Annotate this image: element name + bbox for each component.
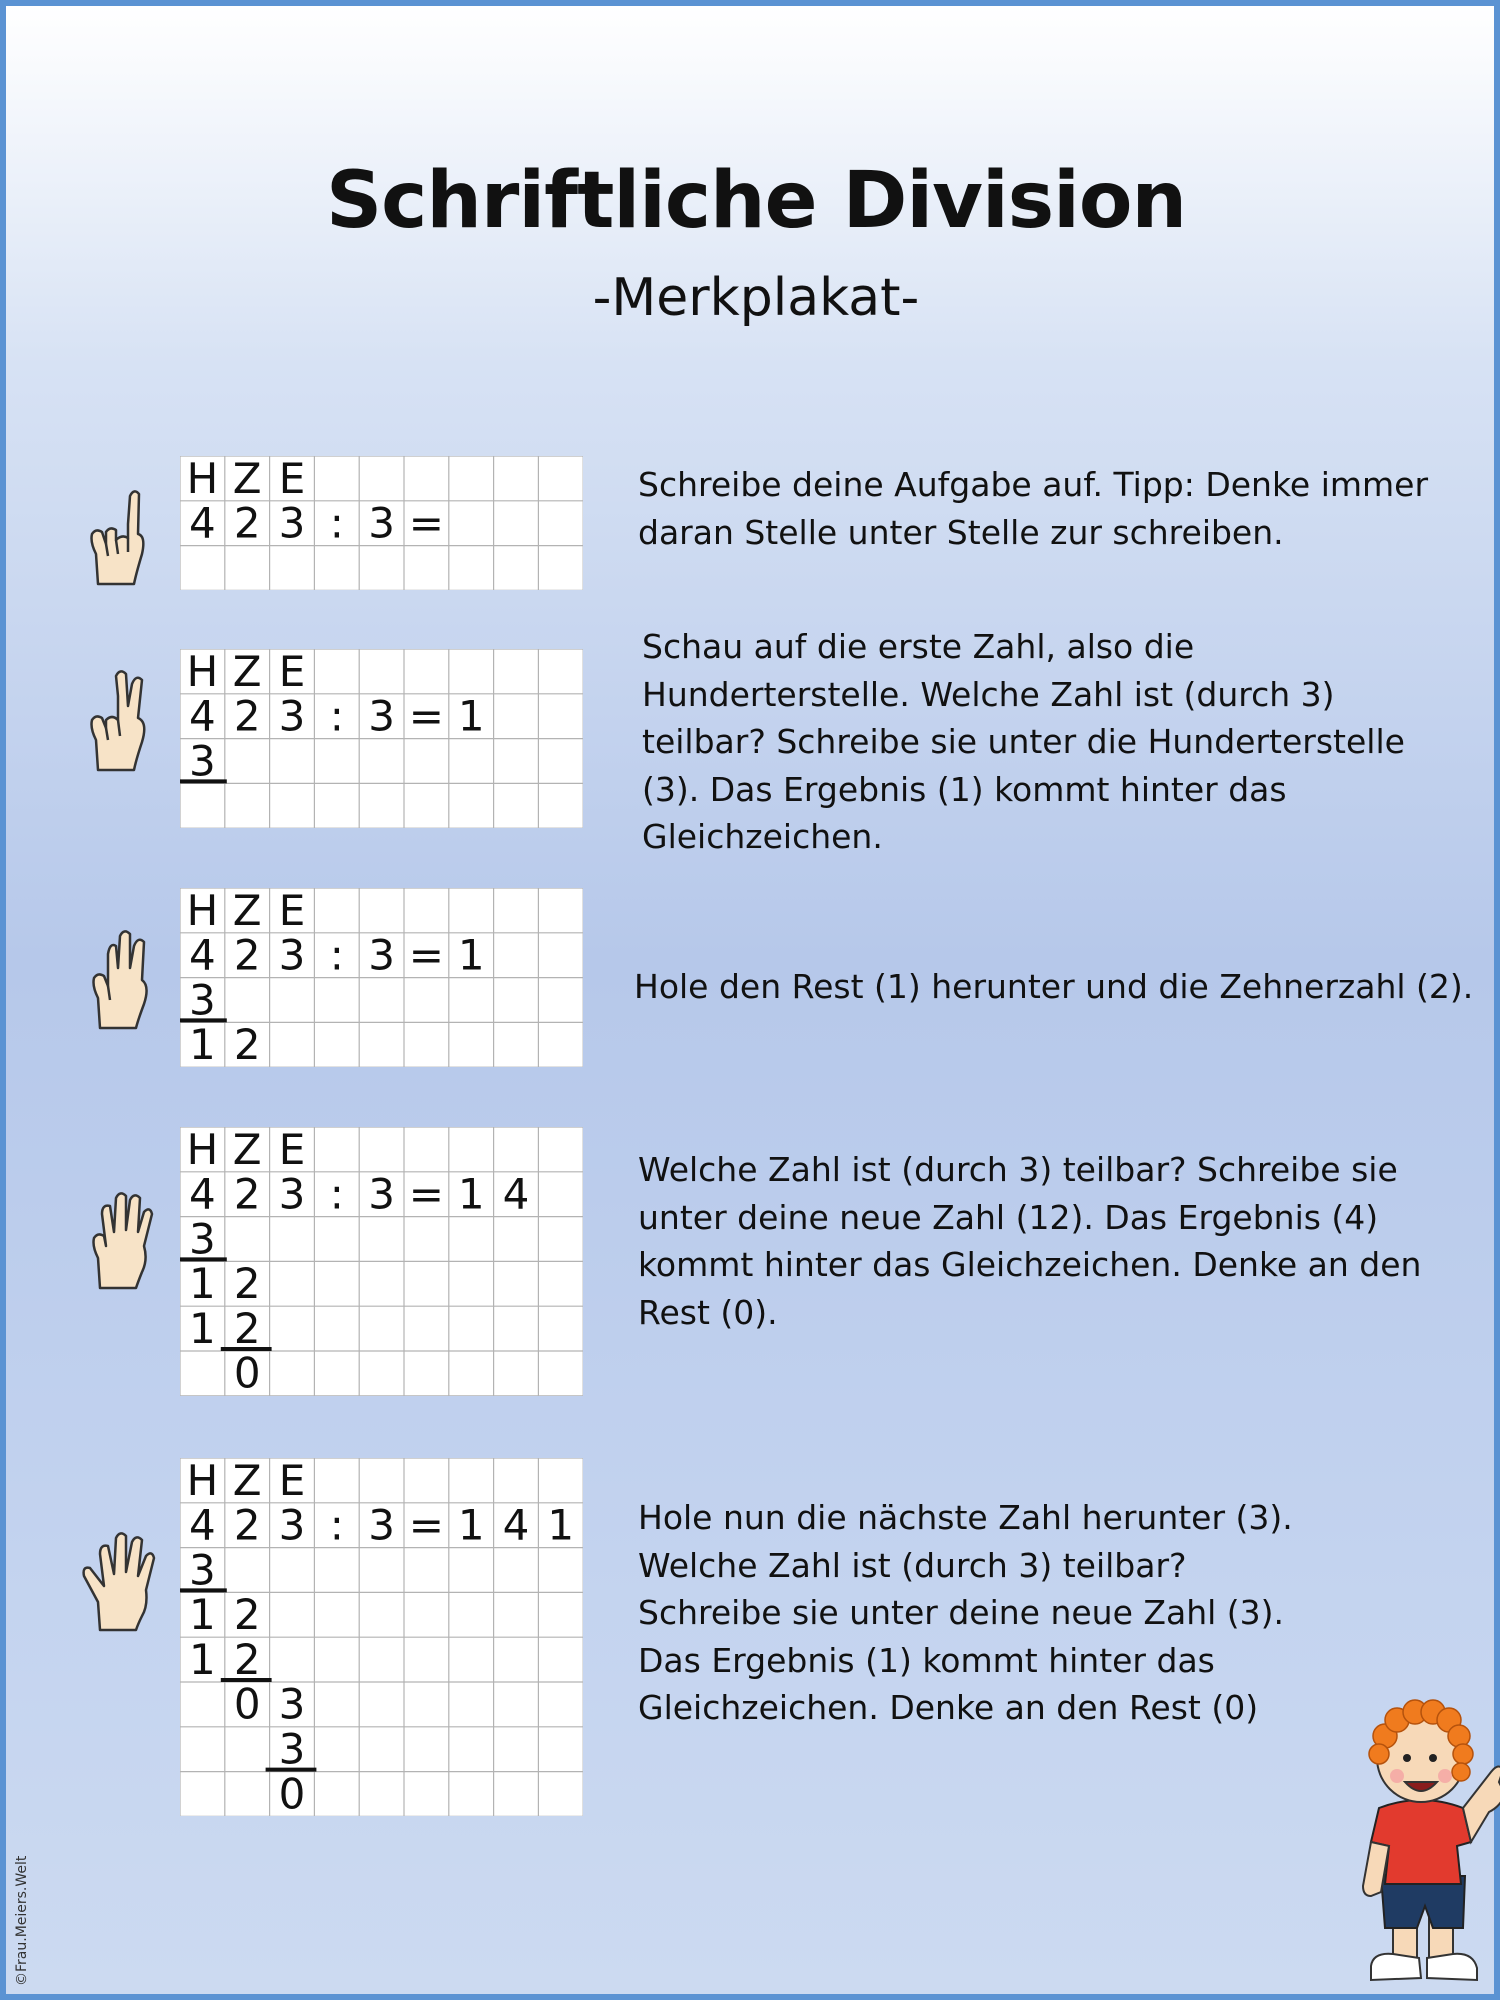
grid-svg [180, 649, 583, 828]
grid-digit: 2 [233, 1020, 261, 1068]
grid-digit: : [329, 1500, 344, 1550]
grid-digit: 0 [233, 1348, 261, 1396]
division-grid-step-2 [180, 649, 583, 828]
grid-digit: = [408, 930, 445, 980]
page-title: Schriftliche Division [325, 156, 1186, 246]
grid-digit: 4 [189, 1500, 216, 1550]
grid-digit: 2 [233, 1500, 261, 1550]
grid-digit: 2 [233, 1169, 261, 1219]
hand-three-fingers-icon [78, 924, 158, 1034]
grid-digit: E [278, 888, 306, 935]
grid-digit: : [329, 930, 344, 980]
grid-digit: 3 [278, 498, 306, 548]
grid-digit: 1 [457, 691, 485, 741]
step-4-text: Welche Zahl ist (durch 3) teilbar? Schreibe sie unter deine neue Zahl (12). Das Ergebnis (4) kommt hinter das Gleichzeichen. Denke an den Rest (0). [638, 1150, 1422, 1332]
grid-digit: 3 [368, 930, 395, 980]
copyright-credit: ©Frau.Meiers.Welt [14, 1855, 30, 1986]
grid-digit: 3 [278, 930, 306, 980]
grid-digit: 0 [233, 1679, 261, 1729]
division-grid-step-4 [180, 1127, 583, 1396]
grid-digit: 1 [189, 1303, 216, 1353]
grid-digit: Z [232, 649, 262, 696]
grid-digit: H [186, 1458, 219, 1505]
grid-digit: H [186, 649, 219, 696]
grid-digit: 1 [189, 1590, 216, 1640]
grid-digit: 2 [233, 1303, 261, 1353]
grid-digit: 3 [278, 1500, 306, 1550]
grid-digit: 4 [502, 1500, 530, 1550]
grid-digit: 1 [457, 1169, 485, 1219]
division-grid-step-3 [180, 888, 583, 1067]
grid-digit: 3 [278, 1169, 306, 1219]
grid-digit: 3 [189, 1545, 216, 1595]
grid-svg [180, 888, 583, 1067]
grid-digit: 3 [368, 498, 395, 548]
grid-digit: : [329, 1169, 344, 1219]
grid-digit: 1 [457, 1500, 485, 1550]
grid-digit: 2 [233, 1590, 261, 1640]
page-subtitle: -Merkplakat- [592, 268, 920, 328]
grid-digit: 3 [368, 1500, 395, 1550]
grid-digit: = [408, 498, 445, 548]
grid-digit: = [408, 691, 445, 741]
grid-digit: 3 [189, 736, 216, 786]
grid-digit: 4 [189, 498, 216, 548]
grid-digit: 3 [368, 1169, 395, 1219]
step-1-text: Schreibe deine Aufgabe auf. Tipp: Denke immer daran Stelle unter Stelle zur schreiben. [638, 465, 1429, 552]
grid-digit: H [186, 888, 219, 935]
grid-digit: : [329, 498, 344, 548]
hand-two-fingers-icon [76, 666, 156, 776]
grid-digit: Z [232, 1458, 262, 1505]
grid-digit: 4 [189, 930, 216, 980]
grid-digit: Z [232, 456, 262, 503]
grid-digit: 4 [502, 1169, 530, 1219]
grid-digit: 3 [278, 1679, 306, 1729]
grid-digit: 2 [233, 691, 261, 741]
grid-digit: 3 [278, 691, 306, 741]
grid-digit: 2 [233, 930, 261, 980]
grid-digit: Z [232, 888, 262, 935]
grid-digit: 2 [233, 1259, 261, 1309]
grid-digit: 3 [278, 1724, 306, 1774]
grid-digit: 0 [278, 1769, 306, 1817]
grid-digit: 1 [547, 1500, 575, 1550]
grid-digit: 2 [233, 1634, 261, 1684]
grid-digit: 1 [189, 1259, 216, 1309]
grid-digit: 3 [189, 975, 216, 1025]
grid-digit: H [186, 1127, 219, 1174]
grid-digit: 4 [189, 1169, 216, 1219]
grid-svg [180, 1127, 583, 1396]
hand-four-fingers-icon [78, 1184, 158, 1294]
grid-digit: 1 [189, 1020, 216, 1068]
grid-digit: = [408, 1500, 445, 1550]
grid-digit: E [278, 1458, 306, 1505]
grid-digit: E [278, 649, 306, 696]
grid-digit: H [186, 456, 219, 503]
grid-digit: E [278, 456, 306, 503]
grid-digit: 1 [189, 1634, 216, 1684]
grid-digit: 4 [189, 691, 216, 741]
grid-svg [180, 1458, 583, 1816]
step-2-text: Schau auf die erste Zahl, also die Hunderterstelle. Welche Zahl ist (durch 3) teilbar? Schreibe sie unter die Hunderterstelle (3). Das Ergebnis (1) kommt hinter das Gleichzeichen. [642, 627, 1405, 856]
hand-one-finger-icon [76, 484, 156, 594]
division-grid-step-5 [180, 1458, 583, 1816]
grid-digit: E [278, 1127, 306, 1174]
grid-digit: = [408, 1169, 445, 1219]
step-5-text: Hole nun die nächste Zahl herunter (3). Welche Zahl ist (durch 3) teilbar? Schreibe sie unter deine neue Zahl (3). Das Ergebnis (1) kommt hinter das Gleichzeichen. Denke an den Rest (0) [638, 1498, 1293, 1727]
boy-thumbs-up-illustration [1341, 1696, 1500, 2000]
grid-svg [180, 456, 583, 590]
grid-digit: 3 [368, 691, 395, 741]
grid-digit: 1 [457, 930, 485, 980]
grid-digit: : [329, 691, 344, 741]
grid-digit: Z [232, 1127, 262, 1174]
grid-digit: 3 [189, 1214, 216, 1264]
division-grid-step-1 [180, 456, 583, 590]
hand-five-fingers-icon [78, 1526, 162, 1636]
grid-digit: 2 [233, 498, 261, 548]
step-3-text: Hole den Rest (1) herunter und die Zehnerzahl (2). [634, 967, 1474, 1006]
